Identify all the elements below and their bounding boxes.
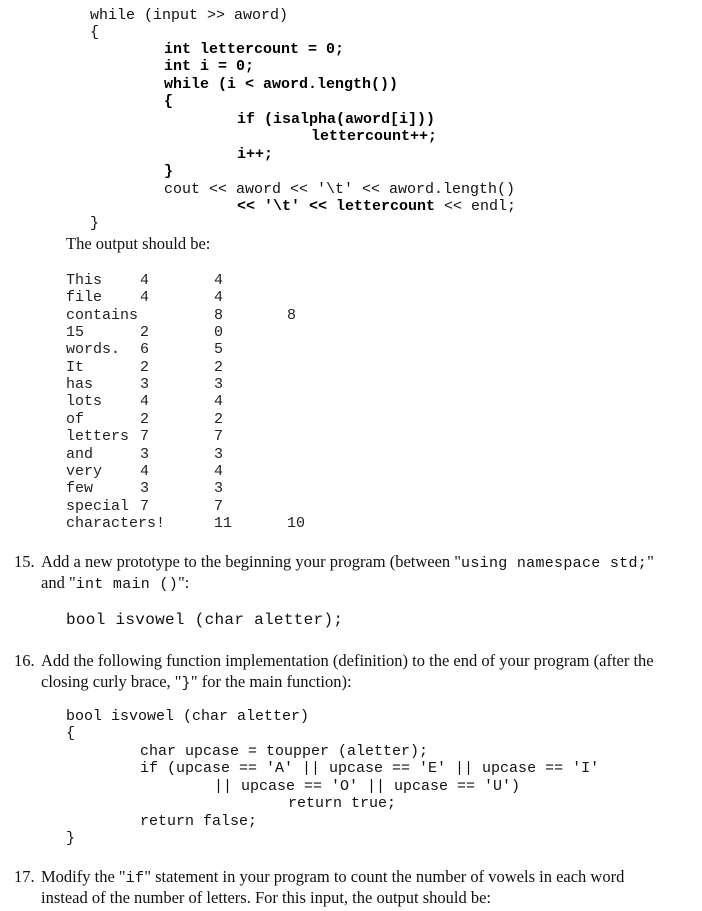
code-line: lettercount++; <box>311 128 438 145</box>
code-line: { <box>66 725 76 742</box>
output-cell: of <box>66 410 85 428</box>
output-cell: 3 <box>214 480 224 498</box>
step-16-line-1: Add the following function implementation (definition) to the end of your program (after the <box>41 651 654 670</box>
output-cell: special <box>66 497 130 515</box>
step-number: 17. <box>14 867 35 886</box>
output-cell: 7 <box>214 497 224 515</box>
output-cell: 2 <box>214 358 224 376</box>
text: " <box>647 552 654 571</box>
output-cell: contains <box>66 306 139 324</box>
output-cell: 15 <box>66 324 85 342</box>
output-cell: letters <box>66 428 130 446</box>
output-cell: 3 <box>214 445 224 463</box>
output-cell: and <box>66 445 94 463</box>
step-15-line-1 <box>41 552 654 572</box>
code-line: i++; <box>237 146 274 163</box>
output-cell: 2 <box>214 410 224 428</box>
step-17-line-2: instead of the number of letters. For this input, the output should be: <box>41 888 492 907</box>
output-cell: 2 <box>140 358 150 376</box>
output-cell: 0 <box>214 324 224 342</box>
text: and " <box>41 573 76 592</box>
output-cell: 3 <box>140 445 150 463</box>
output-cell: file <box>66 289 103 307</box>
text: closing curly brace, " <box>41 672 182 691</box>
inline-code: int main () <box>75 576 179 593</box>
output-cell: 7 <box>140 428 150 446</box>
output-cell: This <box>66 272 103 289</box>
output-cell: 4 <box>214 272 224 289</box>
output-cell: 2 <box>140 410 150 428</box>
output-cell: 4 <box>214 289 224 307</box>
output-cell: 4 <box>140 462 150 480</box>
code-line: while (input >> aword) <box>90 7 289 24</box>
output-cell: 4 <box>214 393 224 411</box>
code-line: if (upcase == 'A' || upcase == 'E' || upcase == 'I' <box>140 760 600 777</box>
output-cell: 6 <box>140 341 150 359</box>
output-cell: 4 <box>214 462 224 480</box>
code-line: } <box>66 830 76 847</box>
text: " for the main function): <box>190 672 352 691</box>
code-line: bool isvowel (char aletter) <box>66 708 310 725</box>
output-cell: 4 <box>140 393 150 411</box>
output-cell: very <box>66 462 103 480</box>
code-line: || upcase == 'O' || upcase == 'U') <box>214 778 521 795</box>
text: Modify the " <box>41 867 126 886</box>
output-cell: 8 <box>214 306 224 324</box>
output-cell: 8 <box>287 306 297 324</box>
code-line: while (i < aword.length()) <box>164 76 399 93</box>
code-line: } <box>90 215 100 232</box>
code-bold-part: << '\t' << lettercount <box>237 198 436 215</box>
output-cell: It <box>66 358 85 376</box>
inline-code: if <box>125 870 145 887</box>
prototype-code: bool isvowel (char aletter); <box>66 611 344 629</box>
output-cell: 7 <box>140 497 150 515</box>
code-line: char upcase = toupper (aletter); <box>140 743 429 760</box>
code-line <box>237 198 516 215</box>
code-line: return false; <box>140 813 258 830</box>
output-cell: 11 <box>214 514 233 532</box>
step-16-line-2 <box>41 672 352 692</box>
output-cell: 3 <box>140 376 150 394</box>
output-cell: 4 <box>140 289 150 307</box>
code-line: if (isalpha(aword[i])) <box>237 111 436 128</box>
code-line: } <box>164 163 174 180</box>
output-cell: characters! <box>66 514 166 532</box>
output-intro: The output should be: <box>66 234 211 253</box>
code-line: int i = 0; <box>164 58 255 75</box>
output-cell: lots <box>66 393 103 411</box>
output-cell: 2 <box>140 324 150 342</box>
text: Add a new prototype to the beginning your program (between " <box>41 552 462 571</box>
output-cell: 10 <box>287 514 306 532</box>
output-cell: 3 <box>214 376 224 394</box>
code-line: int lettercount = 0; <box>164 41 345 58</box>
output-cell: few <box>66 480 94 498</box>
output-cell: 3 <box>140 480 150 498</box>
text: " statement in your program to count the number of vowels in each word <box>144 867 625 886</box>
text: ": <box>178 573 190 592</box>
step-15-line-2 <box>41 573 189 593</box>
code-line: cout << aword << '\t' << aword.length() <box>164 181 516 198</box>
step-17-line-1 <box>41 867 624 887</box>
code-tail: << endl; <box>435 198 517 215</box>
code-line: return true; <box>288 795 397 812</box>
output-cell: 5 <box>214 341 224 359</box>
inline-code: } <box>181 675 191 692</box>
step-number: 15. <box>14 552 35 571</box>
code-line: { <box>90 24 100 41</box>
code-line: { <box>164 93 174 110</box>
output-cell: 7 <box>214 428 224 446</box>
inline-code: using namespace std; <box>461 555 648 572</box>
output-cell: words. <box>66 341 121 359</box>
step-number: 16. <box>14 651 35 670</box>
output-cell: has <box>66 376 94 394</box>
output-cell: 4 <box>140 272 150 289</box>
